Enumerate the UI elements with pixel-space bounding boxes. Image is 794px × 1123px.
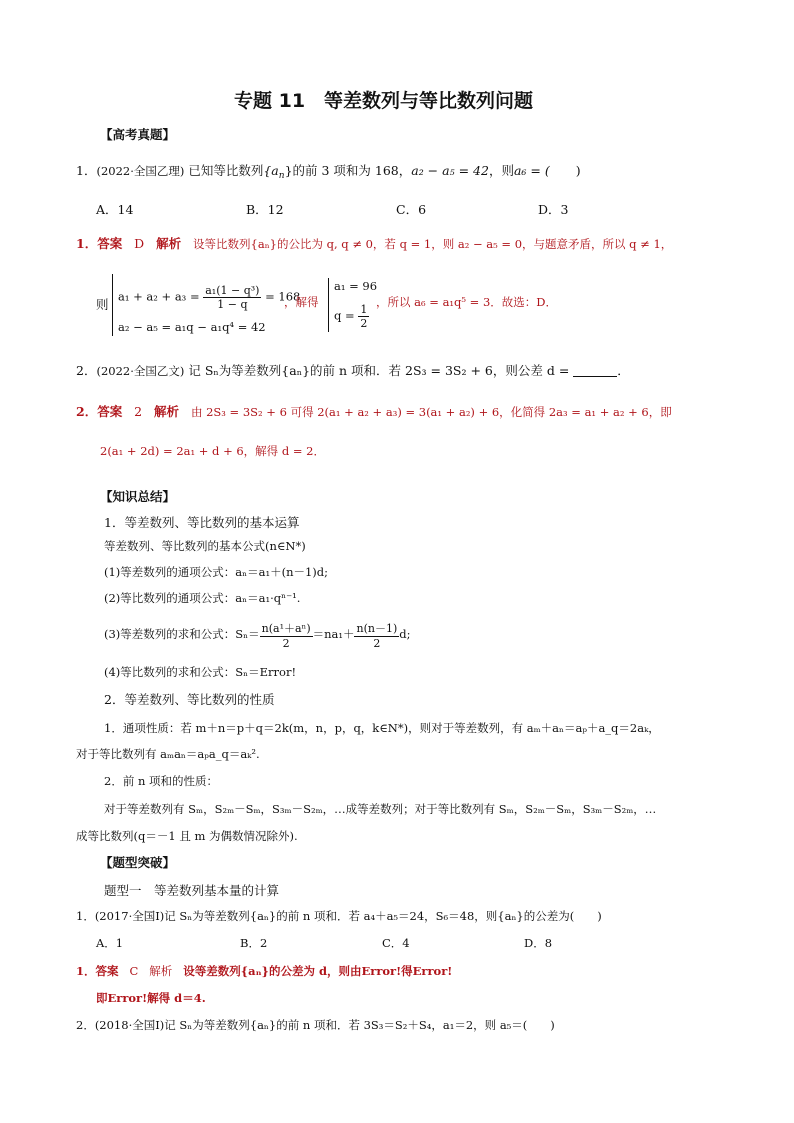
answer-value: C xyxy=(129,964,139,978)
property-2b: 成等比数列(q＝－1 且 m 为偶数情况除外). xyxy=(76,829,298,843)
formula-1: (1)等差数列的通项公式：aₙ＝a₁＋(n－1)d; xyxy=(104,565,329,579)
result-a1: a₁ = 96 xyxy=(334,279,378,293)
type-heading: 题型一 等差数列基本量的计算 xyxy=(104,883,280,898)
eq1-fraction xyxy=(203,284,261,311)
then-word: 则 xyxy=(96,297,109,312)
answer-1 xyxy=(76,234,672,252)
property-1b: 对于等比数列有 aₘaₙ＝aₚa_q＝aₖ². xyxy=(76,747,260,761)
question-text-b: 的前 3 项和为 168， xyxy=(292,163,412,178)
q-denominator: 2 xyxy=(360,317,368,330)
system-eq2: a₂ − a₅ = a₁q − a₁q⁴ = 42 xyxy=(118,320,266,334)
knowledge-intro: 等差数列、等比数列的基本公式(n∈N*) xyxy=(104,539,306,553)
solution-line-2: 2(a₁ + 2d) = 2a₁ + d + 6，解得 d = 2． xyxy=(100,444,325,458)
knowledge-heading-1: 1．等差数列、等比数列的基本运算 xyxy=(104,515,300,530)
answer-value: D xyxy=(134,236,145,251)
formula-2: (2)等比数列的通项公式：aₙ＝a₁·qⁿ⁻¹. xyxy=(104,591,301,605)
answer-value: 2 xyxy=(134,404,143,419)
frac2-num: n(n－1) xyxy=(356,622,398,635)
option-d: D．3 xyxy=(538,202,569,217)
property-2a: 对于等差数列有 Sₘ，S₂ₘ－Sₘ，S₃ₘ－S₂ₘ，…成等差数列；对于等比数列有 Sₘ，S₂ₘ－Sₘ，S₃ₘ－S₂ₘ，… xyxy=(104,802,657,816)
question-number: 2． xyxy=(76,363,97,378)
knowledge-heading-2: 2．等差数列、等比数列的性质 xyxy=(104,692,275,707)
frac2-den: 2 xyxy=(354,636,399,650)
type-answer-1 xyxy=(76,963,452,979)
formula-3 xyxy=(104,620,411,650)
answer-blank xyxy=(573,364,617,377)
type-option-b: B．2 xyxy=(240,936,268,950)
jiexi-label: 解析 xyxy=(149,964,173,978)
type-option-c: C．4 xyxy=(382,936,410,950)
option-c: C．6 xyxy=(396,202,427,217)
result-brace xyxy=(328,278,329,332)
eq1-left: a₁ + a₂ + a₃ = xyxy=(118,289,200,304)
solve-word: ，解得 xyxy=(284,295,319,309)
seq-close: } xyxy=(284,163,293,178)
jiexi-label: 解析 xyxy=(154,404,180,419)
answer-label: 1．答案 xyxy=(76,964,119,978)
frac1-den: 2 xyxy=(260,636,313,650)
answer-paren-close: ) xyxy=(575,163,581,178)
question-number: 1． xyxy=(76,163,97,178)
formula-3-frac2 xyxy=(354,620,399,650)
seq-symbol: {a xyxy=(263,163,279,178)
frac1-num: n(a¹＋aⁿ) xyxy=(261,622,311,635)
type-option-d: D．8 xyxy=(524,936,553,950)
option-b: B．12 xyxy=(246,202,284,217)
question-2 xyxy=(76,361,630,379)
solution-line: 由 2S₃ = 3S₂ + 6 可得 2(a₁ + a₂ + a₃) = 3(a₁ + a₂) + 6，化简得 2a₃ = a₁ + a₂ + 6，即 xyxy=(190,405,672,419)
q-numerator: 1 xyxy=(360,303,368,316)
question-text: 记 Sₙ为等差数列{aₙ}的前 n 项和．若 2S₃ = 3S₂ + 6，则公差 d = xyxy=(188,363,570,378)
formula-4: (4)等比数列的求和公式：Sₙ＝Error! xyxy=(104,665,297,679)
question-1 xyxy=(76,161,581,181)
question-source: (2022·全国乙理) xyxy=(96,164,185,178)
result-q xyxy=(334,303,369,330)
fraction-numerator: a₁(1 − q³) xyxy=(205,284,260,297)
formula-3-frac1 xyxy=(260,620,313,650)
eq1-right: = 168 xyxy=(265,289,301,304)
q-equals: q = xyxy=(334,308,355,323)
formula-3-end: d; xyxy=(399,627,411,641)
answer-2 xyxy=(76,402,672,420)
system-eq1 xyxy=(118,284,300,311)
type-answer-1-line2: 即Error!解得 d＝4. xyxy=(96,991,206,1005)
answer-label: 2．答案 xyxy=(76,404,123,419)
ask: a₆ = ( xyxy=(513,163,550,178)
section-tixing: 【题型突破】 xyxy=(100,855,176,870)
condition: a₂ − a₅ = 42 xyxy=(411,163,489,178)
solution-line: 设等比数列{aₙ}的公比为 q, q ≠ 0，若 q = 1，则 a₂ − a₅ = 0，与题意矛盾，所以 q ≠ 1， xyxy=(193,237,673,251)
system-brace xyxy=(112,274,113,336)
question-text-c: ，则 xyxy=(488,163,514,178)
type-question-1: 1．(2017·全国Ⅰ)记 Sₙ为等差数列{aₙ}的前 n 项和．若 a₄＋a₅＝24，S₆＝48，则{aₙ}的公差为( ) xyxy=(76,909,602,923)
section-gaokao: 【高考真题】 xyxy=(100,127,176,142)
type-question-2: 2．(2018·全国Ⅰ)记 Sₙ为等差数列{aₙ}的前 n 项和．若 3S₃＝S₂＋S₄，a₁＝2，则 a₅＝( ) xyxy=(76,1018,555,1032)
seq-subscript: n xyxy=(278,171,285,181)
answer-label: 1．答案 xyxy=(76,236,123,251)
page-title: 专题 11 等差数列与等比数列问题 xyxy=(234,90,534,112)
formula-3-mid: ＝na₁＋ xyxy=(312,627,355,641)
conclusion: ，所以 a₆ = a₁q⁵ = 3．故选：D． xyxy=(376,295,557,309)
option-a: A．14 xyxy=(96,202,134,217)
type-option-a: A．1 xyxy=(96,936,124,950)
q-fraction xyxy=(358,303,369,330)
question-end: ． xyxy=(617,363,630,378)
jiexi-label: 解析 xyxy=(156,236,182,251)
section-zhishi: 【知识总结】 xyxy=(100,489,176,504)
question-text: 已知等比数列 xyxy=(188,163,264,178)
property-1a: 1．通项性质：若 m＋n＝p＋q＝2k(m，n，p，q，k∈N*)，则对于等差数列，有 aₘ＋aₙ＝aₚ＋a_q＝2aₖ， xyxy=(104,721,660,735)
property-2: 2．前 n 项和的性质： xyxy=(104,774,219,788)
solution-line: 设等差数列{aₙ}的公差为 d，则由Error!得Error! xyxy=(183,964,453,978)
fraction-denominator: 1 − q xyxy=(203,297,261,311)
formula-3-label: (3)等差数列的求和公式：Sₙ＝ xyxy=(104,627,260,641)
question-source: (2022·全国乙文) xyxy=(96,364,185,378)
